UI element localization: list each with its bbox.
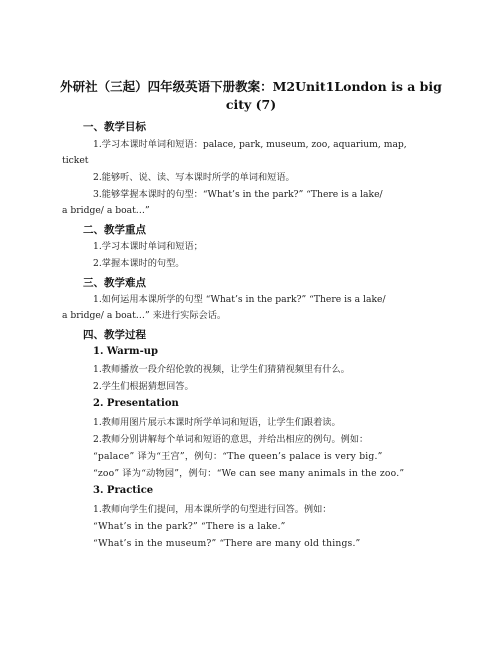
objective-3-line-1: 3.能够掌握本课时的句型：“What’s in the park?” “There is a lake/ xyxy=(93,189,383,200)
practice-item-1: 1.教师向学生们提问，用本课所学的句型进行回答。例如： xyxy=(93,504,332,515)
practice-example-1: “What’s in the park?” “There is a lake.” xyxy=(93,521,286,532)
presentation-example-1: “palace” 译为“王宫”，例句：“The queen’s palace is very big.” xyxy=(93,451,383,462)
key-point-1: 1.学习本课时单词和短语； xyxy=(93,241,203,252)
page-title xyxy=(60,78,442,114)
warm-up-item-2: 2.学生们根据猜想回答。 xyxy=(93,381,194,392)
objective-1-line-1: 1.学习本课时单词和短语：palace, park, museum, zoo, aquarium, map, xyxy=(93,139,407,150)
section-heading-process: 四、教学过程 xyxy=(83,329,146,341)
objective-3-line-2: a bridge/ a boat…” xyxy=(62,205,150,216)
section-heading-difficulties: 三、教学难点 xyxy=(83,277,146,289)
section-heading-objectives: 一、教学目标 xyxy=(83,121,146,133)
key-point-2: 2.掌握本课时的句型。 xyxy=(93,258,185,269)
title-line-1: 外研社（三起）四年级英语下册教案：M2Unit1London is a big xyxy=(60,79,442,94)
objective-1-line-2: ticket xyxy=(62,155,89,166)
section-heading-key-points: 二、教学重点 xyxy=(83,224,146,236)
subheading-warm-up: 1. Warm-up xyxy=(93,346,159,357)
warm-up-item-1: 1.教师播放一段介绍伦敦的视频，让学生们猜猜视频里有什么。 xyxy=(93,364,350,375)
objective-2: 2.能够听、说、读、写本课时所学的单词和短语。 xyxy=(93,172,295,183)
practice-example-2: “What’s in the museum?” “There are many old things.” xyxy=(93,538,361,549)
difficulty-1-line-1: 1.如何运用本课所学的句型 “What’s in the park?” “There is a lake/ xyxy=(93,294,386,305)
presentation-item-2: 2.教师分别讲解每个单词和短语的意思，并给出相应的例句。例如： xyxy=(93,434,369,445)
subheading-presentation: 2. Presentation xyxy=(93,398,179,409)
presentation-item-1: 1.教师用图片展示本课时所学单词和短语，让学生们跟着读。 xyxy=(93,417,341,428)
title-line-2: city (7) xyxy=(225,97,277,112)
presentation-example-2: “zoo” 译为“动物园”，例句：“We can see many animals in the zoo.” xyxy=(93,468,405,479)
subheading-practice: 3. Practice xyxy=(93,485,154,496)
difficulty-1-line-2: a bridge/ a boat…” 来进行实际会话。 xyxy=(62,310,227,321)
